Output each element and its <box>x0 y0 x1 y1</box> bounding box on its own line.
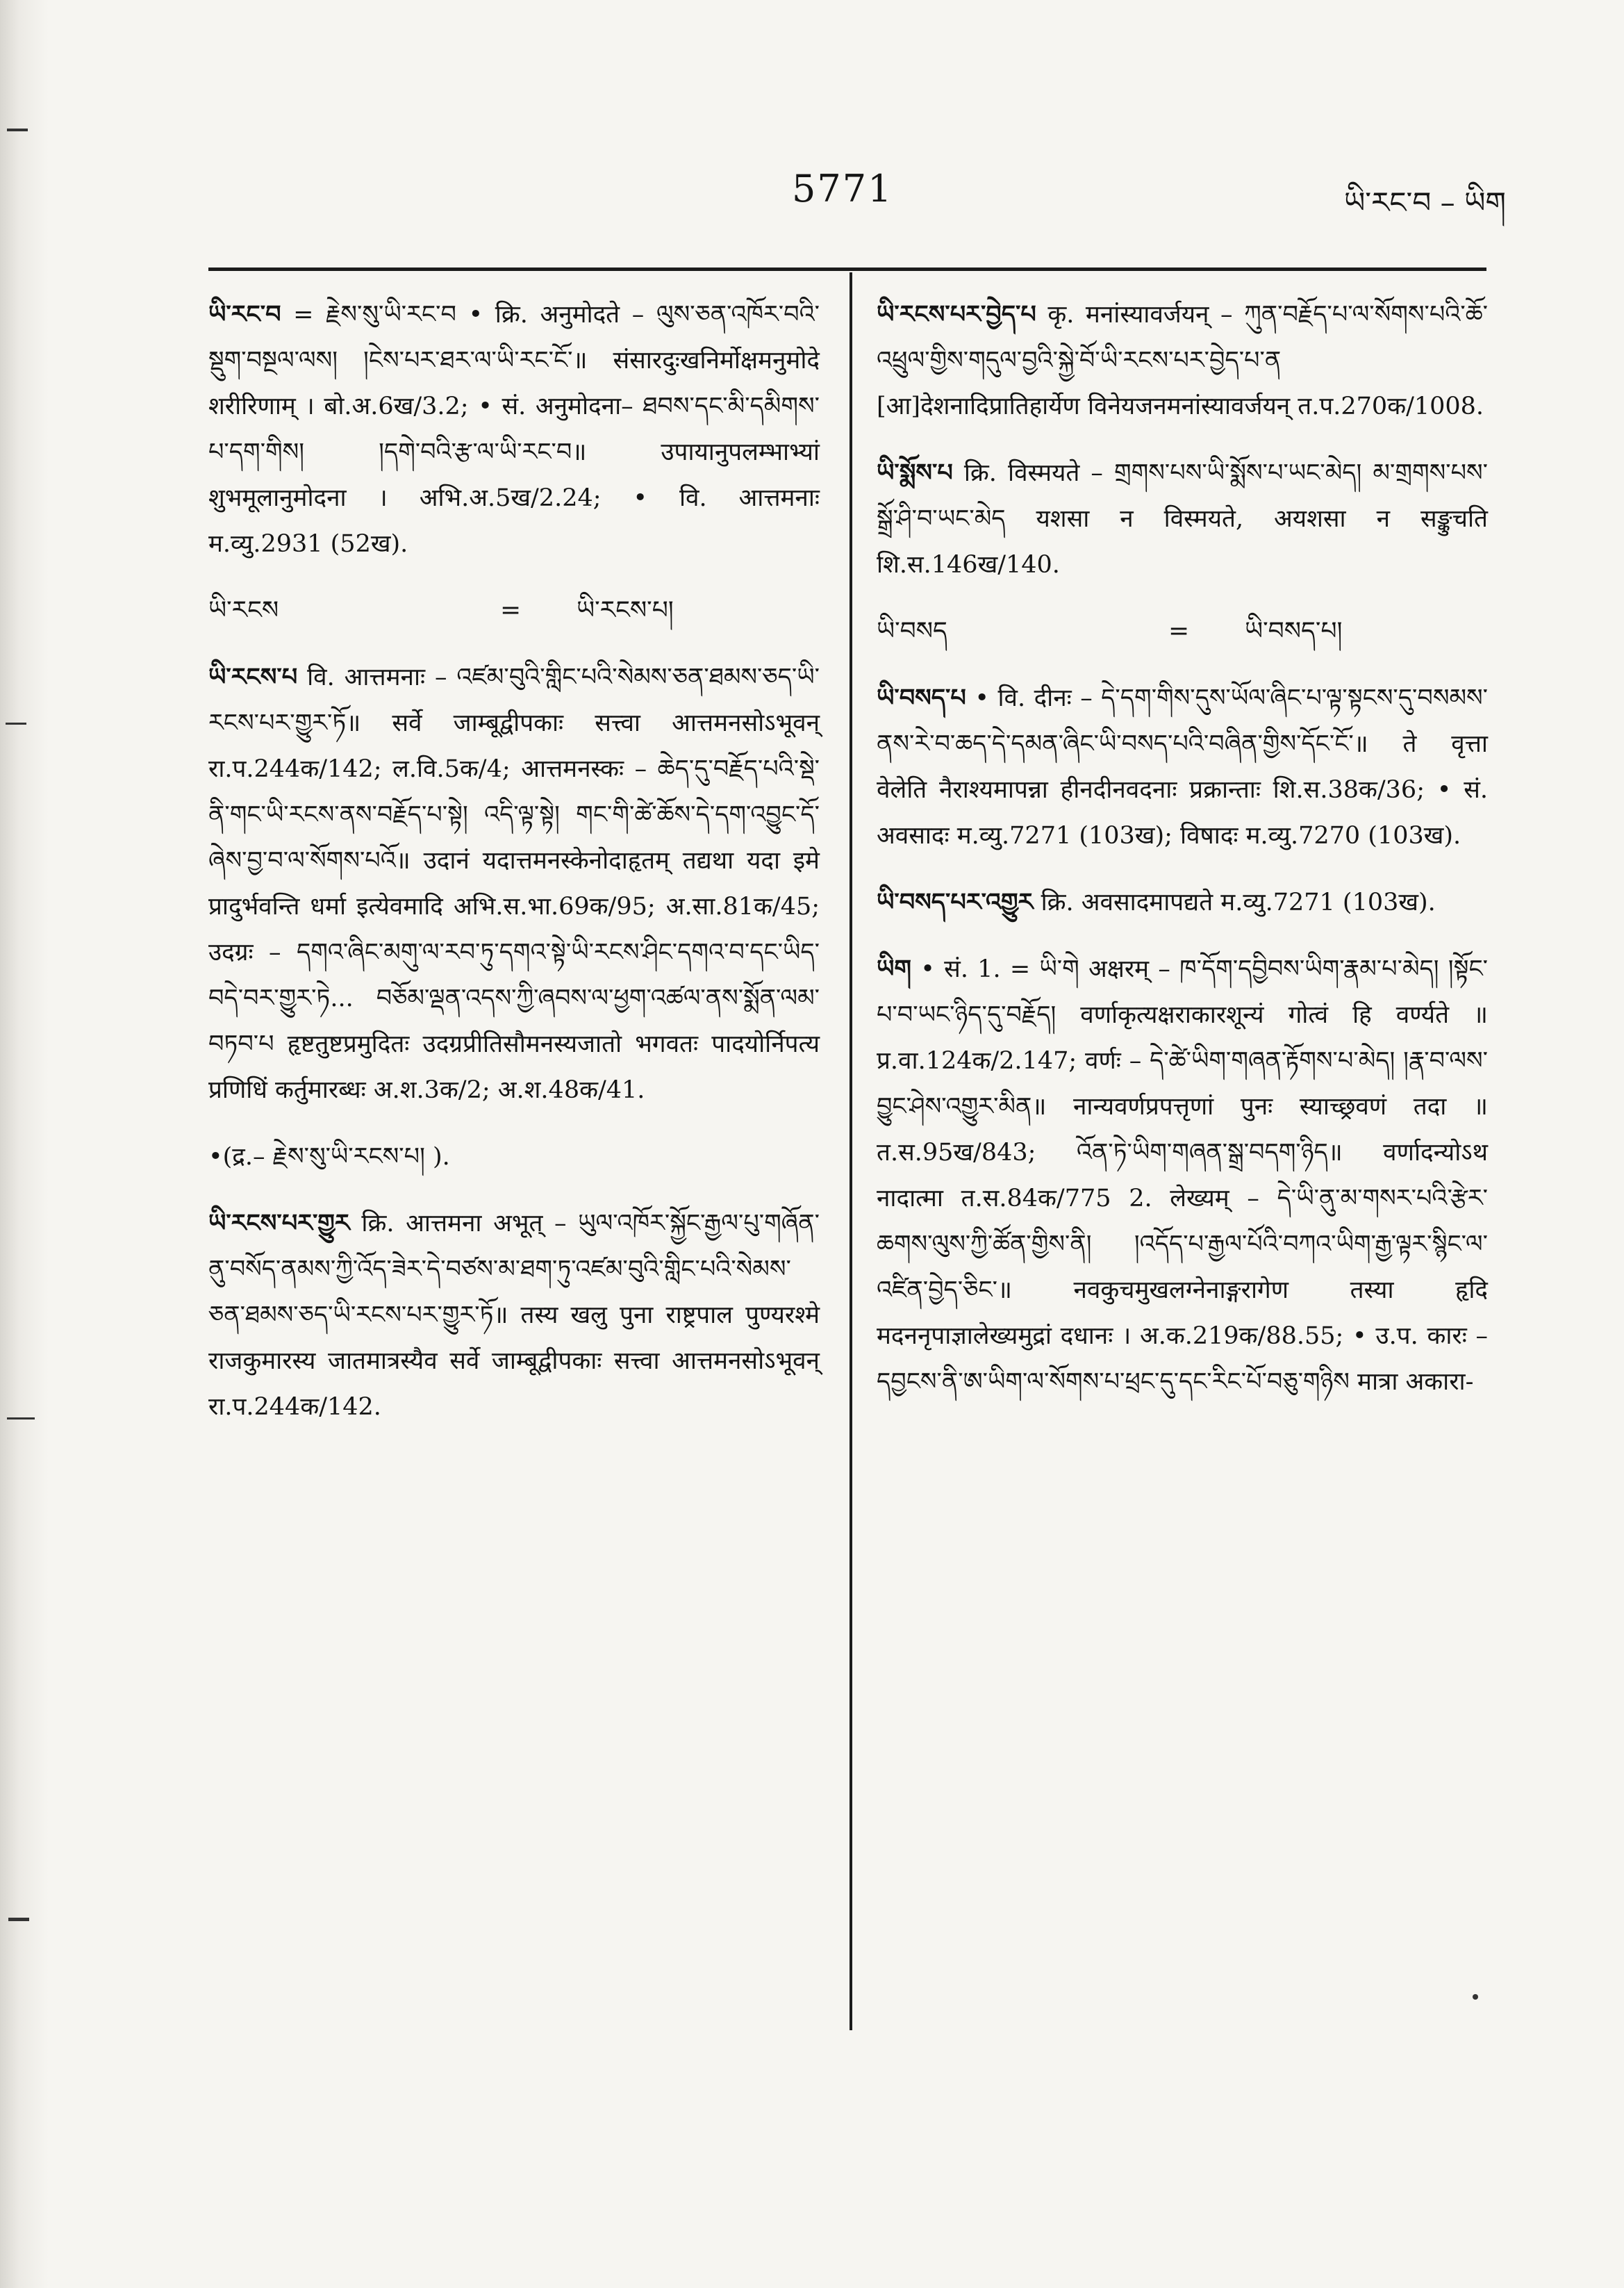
entry-text: • वि. दीनः – དེ་དག་གིས་དུས་ཡོལ་ཞིང་པ་ལྟ་སྟངས་དུ་བསམས་ནས་རེ་བ་ཆད་དེ་དམན་ཞིང་ཡི་བསད་པའི་བཞིན་གྱིས་དོང་ངོ་॥ ते वृत्ता वेलेति नैराश्यमापन्ना हीनदीनवदनाः प्रक्रान्ताः शि.स.38क/36; • सं. अवसादः म.व्यु.7271 (103ख); विषादः म.व्यु.7270 (103ख). <box>877 684 1488 850</box>
entry-text: क्रि. अवसादमापद्यते म.व्यु.7271 (103ख). <box>1041 889 1436 916</box>
headword: ཡི་རང་བ <box>208 300 281 329</box>
entry-text: कृ. मनांस्यावर्जयन् – ཀུན་བརྗོད་པ་ལ་སོགས་པའི་ཆོ་འཕྲུལ་གྱིས་གདུལ་བྱའི་སྐྱེ་བོ་ཡི་རངས་པར་བྱེད་པ་ན [आ]देशनादिप्रातिहार्येण विनेयजनमनांस्यावर्जयन् त.प.270क/1008. <box>877 301 1488 420</box>
cross-reference <box>877 609 1488 655</box>
headword: ཡི་སྨོས་པ <box>877 459 953 487</box>
column-divider <box>850 272 852 2030</box>
xref-target: ཡི་རངས་པ། <box>577 596 674 625</box>
header-rule <box>208 268 1486 271</box>
right-column <box>877 292 1488 1426</box>
entry-text: • सं. 1. = ཡི་གེ अक्षरम् – ཁ་དོག་དབྱིབས་ཡིག་རྣམ་པ་མེད། །སྟོང་པ་བ་ཡང་ཉིད་དུ་བརྗོད། वर्णाकृत्यक्षराकारशून्यं गोत्वं हि वर्ण्यते ॥ प्र.वा.124क/2.147; वर्णः – དེ་ཚེ་ཡིག་གཞན་རྟོགས་པ་མེད། །རྣ་བ་ལས་བྱུང་ཤེས་འགྱུར་མིན॥ नान्यवर्णप्रपत्तृणां पुनः स्याच्छ्रवणं तदा ॥ त.स.95ख/843; འོན་ཏེ་ཡིག་གཞན་སྒྲ་བདག་ཉིད॥ वर्णादन्योऽथ नादात्मा त.स.84क/775 2. लेख्यम् – དེ་ཡི་ནུ་མ་གསར་པའི་རྩེར་ཆགས་ལུས་ཀྱི་ཚོན་གྱིས་ནི། །འདོད་པ་རྒྱལ་པོའི་བཀའ་ཡིག་རྒྱ་ལྟར་སྙིང་ལ་འཛིན་བྱེད་ཅིང་॥ नवकुचमुखलग्नेनाङ्गरागेण तस्या हृदि मदननृपाज्ञालेख्यमुद्रां दधानः । अ.क.219क/88.55; • उ.प. कारः – དབྱངས་ནི་ཨ་ཡིག་ལ་སོགས་པ་ཕྲང་དུ་དང་རིང་པོ་བཅུ་གཉིས मात्रा अकारा- <box>877 955 1488 1396</box>
dictionary-entry <box>208 1201 820 1430</box>
headword: ཡི་རངས་པར་གྱུར <box>208 1209 350 1237</box>
dictionary-entry <box>877 880 1488 925</box>
dictionary-entry <box>877 675 1488 859</box>
scan-mark <box>7 129 28 131</box>
equals-sign: = <box>1168 617 1190 645</box>
headword: ཡི་རངས <box>208 596 279 625</box>
running-head: ཡི་རང་བ – ཡིག <box>1343 186 1506 220</box>
dictionary-entry <box>877 946 1488 1405</box>
page-number: 5771 <box>792 167 893 211</box>
dictionary-entry <box>877 292 1488 429</box>
left-column <box>208 292 820 1451</box>
xref-target: ཡི་བསད་པ། <box>1245 617 1343 645</box>
dictionary-entry <box>208 655 820 1113</box>
entry-text: •(द्र.– རྗེས་སུ་ཡི་རངས་པ། ). <box>208 1143 450 1171</box>
scan-mark <box>8 1918 29 1921</box>
cross-reference <box>208 588 820 634</box>
scan-mark <box>6 723 26 725</box>
entry-text: = རྗེས་སུ་ཡི་རང་བ • क्रि. अनुमोदते – ལུས་ཅན་འཁོར་བའི་སྡུག་བསྔལ་ལས། །ངེས་པར་ཐར་ལ་ཡི་རང་ངོ་॥ संसारदुःखनिर्मोक्षमनुमोदे शरीरिणाम् । बो.अ.6ख/3.2; • सं. अनुमोदना– ཐབས་དང་མི་དམིགས་པ་དག་གིས། །དགེ་བའི་རྩ་ལ་ཡི་རང་བ॥ उपायानुपलम्भाभ्यां शुभमूलानुमोदना । अभि.अ.5ख/2.24; • वि. आत्तमनाः म.व्यु.2931 (52ख). <box>208 301 820 558</box>
dictionary-entry <box>208 1134 820 1180</box>
headword: ཡི་བསད <box>877 617 947 645</box>
headword: ཡི་རངས་པ <box>208 663 298 691</box>
headword: ཡི་རངས་པར་བྱེད་པ <box>877 300 1036 329</box>
scan-speck <box>1473 1994 1478 2000</box>
page-header <box>0 167 1624 243</box>
dictionary-entry <box>877 450 1488 588</box>
dictionary-entry <box>208 292 820 567</box>
equals-sign: = <box>500 596 522 625</box>
scan-mark <box>7 1417 35 1419</box>
headword: ཡིག <box>877 955 912 983</box>
headword: ཡི་བསད་པར་འགྱུར <box>877 888 1034 916</box>
entry-text: वि. आत्तमनाः – འཛམ་བུའི་གླིང་པའི་སེམས་ཅན་ཐམས་ཅད་ཡི་རངས་པར་གྱུར་ཏོ॥ सर्वे जाम्बूद्वीपकाः सत्त्वा आत्तमनसोऽभूवन् रा.प.244क/142; ल.वि.5क/4; आत्तमनस्कः – ཆེད་དུ་བརྗོད་པའི་སྡེ་ནི་གང་ཡི་རངས་ནས་བརྗོད་པ་སྟེ། འདི་ལྟ་སྟེ། གང་གི་ཚེ་ཆོས་དེ་དག་འབྱུང་དོ་ཞེས་བྱ་བ་ལ་སོགས་པའོ॥ उदानं यदात्तमनस्केनोदाहृतम् तद्यथा यदा इमे प्रादुर्भवन्ति धर्मा इत्येवमादि अभि.स.भा.69क/95; अ.सा.81क/45; उदग्रः – དགའ་ཞིང་མགུ་ལ་རབ་ཏུ་དགའ་སྟེ་ཡི་རངས་ཤིང་དགའ་བ་དང་ཡིད་བདེ་བར་གྱུར་ཏེ... བཅོམ་ལྡན་འདས་ཀྱི་ཞབས་ལ་ཕྱག་འཚལ་ནས་སྨོན་ལམ་བཏབ་པ हृष्टतुष्टप्रमुदितः उदग्रप्रीतिसौमनस्यजातो भगवतः पादयोर्निपत्य प्रणिधिं कर्तुमारब्धः अ.श.3क/2; अ.श.48क/41. <box>208 664 820 1104</box>
entry-text: क्रि. विस्मयते – གྲགས་པས་ཡི་སྨོས་པ་ཡང་མེད། མ་གྲགས་པས་སྒྲོ་ཤི་བ་ཡང་མེད यशसा न विस्मयते, अयशसा न सङ्कुचति शि.स.146ख/140. <box>877 459 1488 579</box>
scan-margin <box>0 0 49 2288</box>
entry-text: क्रि. आत्तमना अभूत् – ཡུལ་འཁོར་སྐྱོང་རྒྱལ་པུ་གཞོན་ནུ་བསོད་ནམས་ཀྱི་འོད་ཟེར་དེ་བཙས་མ་ཐག་ཏུ་འཛམ་བུའི་གླིང་པའི་སེམས་ཅན་ཐམས་ཅད་ཡི་རངས་པར་གྱུར་ཏོ॥ तस्य खलु पुना राष्ट्रपाल पुण्यरश्मे राजकुमारस्य जातमात्रस्यैव सर्वे जाम्बूद्वीपकाः सत्त्वा आत्तमनसोऽभूवन् रा.प.244क/142. <box>208 1210 820 1421</box>
headword: ཡི་བསད་པ <box>877 684 966 712</box>
